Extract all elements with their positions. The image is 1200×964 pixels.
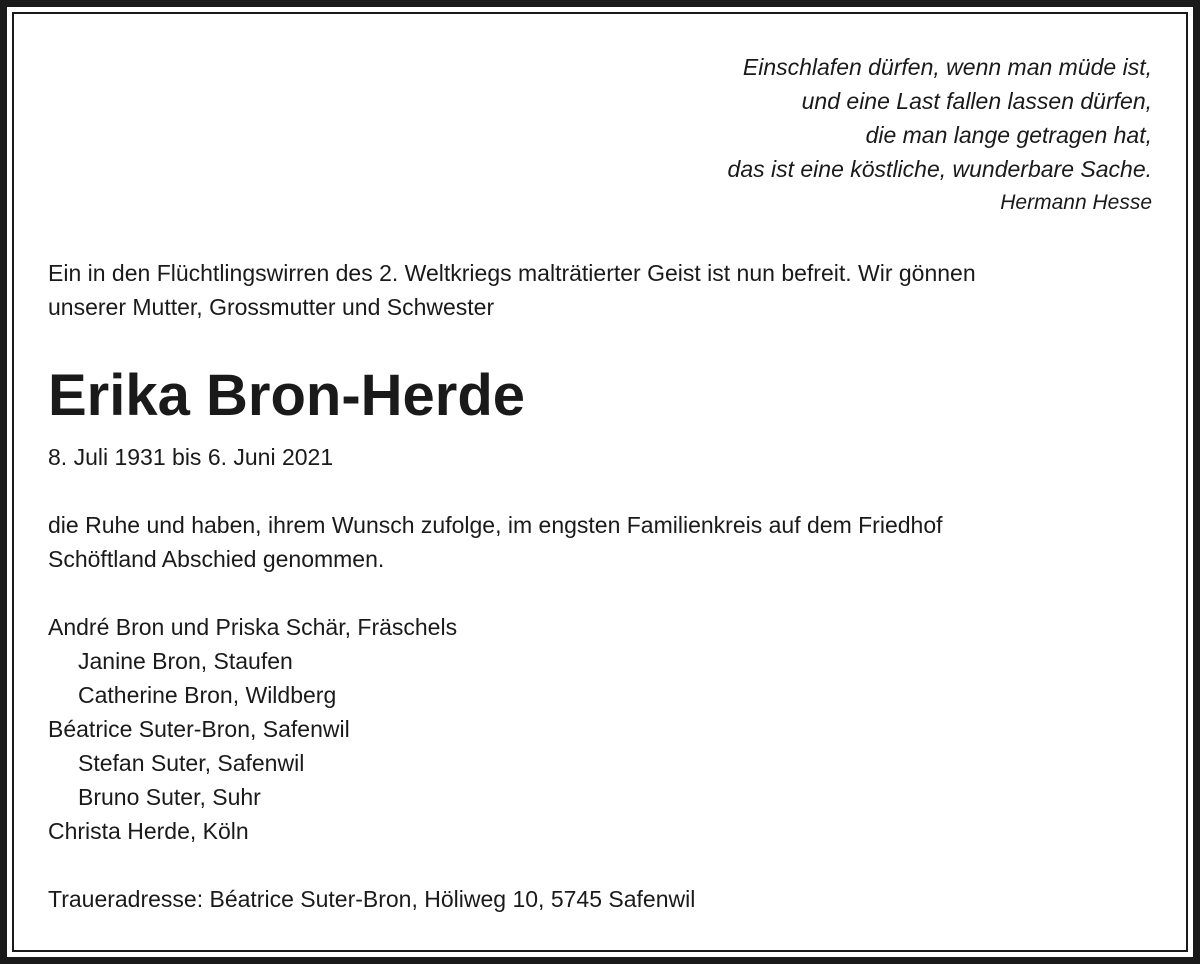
farewell-line-1: die Ruhe und haben, ihrem Wunsch zufolge, im engsten Familienkreis auf dem Friedhof bbox=[48, 512, 943, 538]
mourners-list bbox=[48, 610, 457, 848]
hesse-quote bbox=[452, 50, 1152, 220]
quote-line-2: und eine Last fallen lassen dürfen, bbox=[801, 88, 1152, 114]
farewell-line-2: Schöftland Abschied genommen. bbox=[48, 546, 385, 572]
mourner-item: André Bron und Priska Schär, Fräschels bbox=[48, 614, 458, 640]
mourner-item: Béatrice Suter-Bron, Safenwil bbox=[48, 716, 350, 742]
mourner-item: Christa Herde, Köln bbox=[48, 818, 249, 844]
mourner-item: Stefan Suter, Safenwil bbox=[78, 750, 305, 776]
quote-author: Hermann Hesse bbox=[1000, 191, 1152, 214]
mourner-item: Bruno Suter, Suhr bbox=[78, 784, 261, 810]
quote-line-3: die man lange getragen hat, bbox=[865, 122, 1152, 148]
quote-line-1: Einschlafen dürfen, wenn man müde ist, bbox=[742, 54, 1152, 80]
deceased-name: Erika Bron-Herde bbox=[48, 363, 526, 428]
farewell-paragraph bbox=[48, 508, 1148, 576]
intro-paragraph bbox=[48, 256, 1148, 324]
quote-line-4: das ist eine köstliche, wunderbare Sache. bbox=[727, 156, 1152, 182]
intro-line-2: unserer Mutter, Grossmutter und Schwester bbox=[48, 294, 495, 320]
mourner-item: Janine Bron, Staufen bbox=[78, 648, 293, 674]
mourning-address: Traueradresse: Béatrice Suter-Bron, Höliweg 10, 5745 Safenwil bbox=[48, 886, 696, 912]
life-dates: 8. Juli 1931 bis 6. Juni 2021 bbox=[48, 444, 334, 470]
intro-line-1: Ein in den Flüchtlingswirren des 2. Weltkriegs malträtierter Geist ist nun befreit. Wir gönnen bbox=[48, 260, 976, 286]
mourner-item: Catherine Bron, Wildberg bbox=[78, 682, 337, 708]
